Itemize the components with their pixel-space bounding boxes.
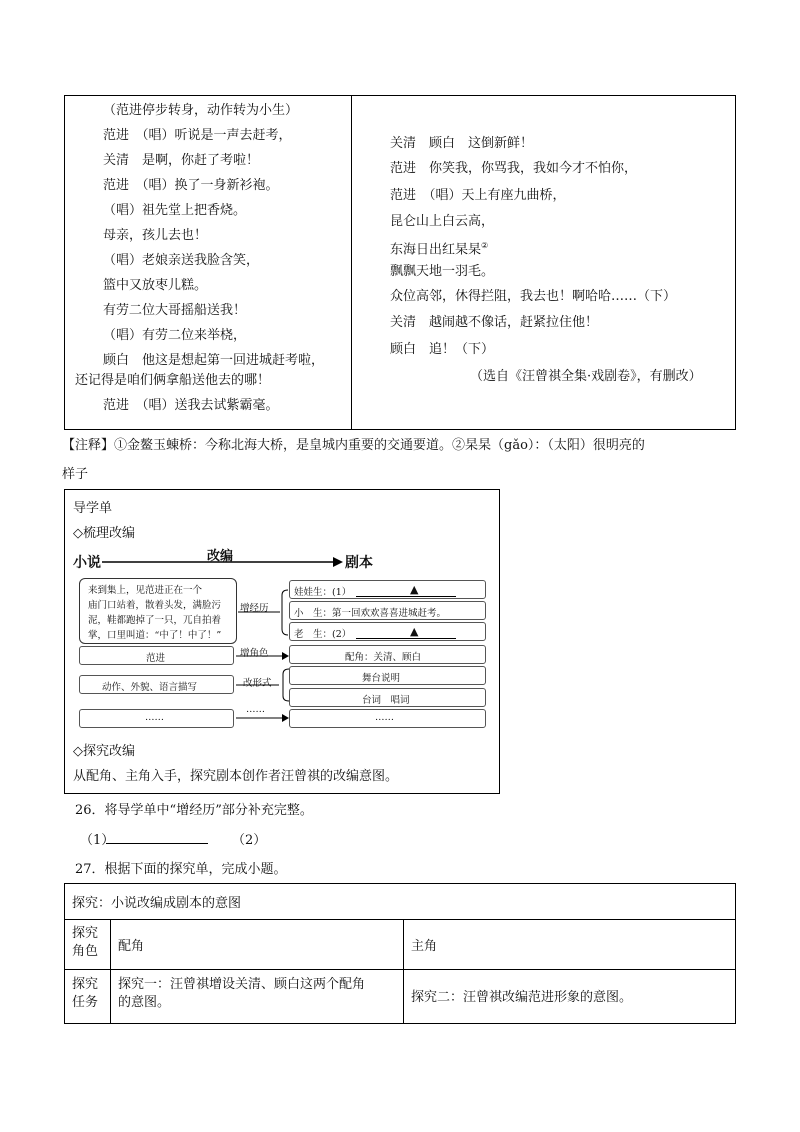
script-line: 昆仑山上白云高， — [390, 214, 495, 229]
section-heading-adapt: ◇梳理改编 — [73, 526, 135, 541]
ellipsis-text: …… — [246, 704, 265, 715]
script-line: 范进 （唱）送我去试紫霸毫。 — [103, 398, 279, 413]
question-26: 26．将导学单中“增经历”部分补充完整。 — [75, 803, 313, 818]
add-role-label: 增角色 — [240, 648, 269, 659]
guide-instruction: 从配角、主角入手，探究剧本创作者汪曾祺的改编意图。 — [73, 769, 399, 784]
task-one-line: 的意图。 — [118, 995, 171, 1010]
script-line: 众位高邻，休得拦阻，我去也！啊哈哈……（下） — [390, 289, 677, 304]
triangle-marker: ▲ — [410, 625, 419, 638]
question-27: 27．根据下面的探究单，完成小题。 — [75, 862, 287, 877]
script-line — [390, 238, 488, 258]
excerpt-line: 庙门口站着，散着头发，满脸污 — [88, 600, 222, 611]
ellipsis-text: …… — [375, 712, 394, 723]
supporting-role-label: 配角：关清、顾白 — [345, 652, 422, 663]
table-rule — [64, 969, 736, 970]
script-line: （范进停步转身，动作转为小生） — [103, 103, 299, 118]
excerpt-line: 来到集上，见范进正在一个 — [88, 585, 203, 596]
more-box-left — [79, 709, 234, 728]
script-table-divider — [351, 95, 352, 430]
answer-blank-1[interactable] — [106, 843, 208, 844]
script-line: （唱）祖先堂上把香烧。 — [103, 203, 247, 218]
novel-excerpt-box — [79, 578, 237, 644]
more-box-right — [289, 709, 486, 728]
stage-box-young — [289, 601, 486, 620]
stage-direction-label: 舞台说明 — [362, 673, 401, 684]
description-box — [79, 675, 234, 694]
dialogue-box — [289, 688, 486, 707]
script-line: 关清 顾白 这倒新鲜！ — [390, 136, 534, 151]
stage-direction-box — [289, 666, 486, 685]
ellipsis-text: …… — [145, 712, 164, 723]
task-label-line: 任务 — [72, 995, 99, 1010]
script-line: 还记得是咱们俩拿船送他去的哪！ — [75, 373, 271, 388]
stage-label: 娃娃生：(1） — [294, 587, 352, 598]
description-label: 动作、外貌、语言描写 — [102, 682, 198, 693]
change-form-label: 改形式 — [243, 678, 272, 689]
table-rule — [403, 919, 404, 1024]
dialogue-label: 台词 唱词 — [362, 695, 410, 706]
task-row-label — [72, 976, 98, 1012]
supporting-role-box — [289, 645, 486, 664]
stage-box-child — [289, 580, 486, 599]
play-label: 剧本 — [345, 555, 373, 571]
script-line: 顾白 追！（下） — [390, 342, 495, 357]
fanjin-label: 范进 — [146, 653, 166, 664]
footnote-marker: ② — [481, 241, 489, 250]
annotation-note: 【注释】①金鳌玉蝀桥：今称北海大桥，是皇城内重要的交通要道。②杲杲（gǎo）：（太阳）很明亮的 — [62, 438, 645, 453]
form-connector — [234, 664, 294, 706]
script-line-text: 东海日出红杲杲 — [390, 242, 482, 258]
annotation-note-cont: 样子 — [62, 467, 89, 482]
triangle-marker: ▲ — [410, 583, 419, 596]
task-two: 探究二：汪曾祺改编范进形象的意图。 — [411, 990, 633, 1005]
main-role-header: 主角 — [411, 939, 438, 954]
excerpt-line: 掌，口里叫道：“中了！中了！” — [88, 630, 222, 641]
fanjin-box — [79, 646, 234, 665]
script-line: 范进 你笑我，你骂我，我如今才不怕你， — [390, 161, 638, 176]
jingli-label: 增经历 — [240, 603, 269, 614]
blank-2-label: （2） — [232, 833, 267, 848]
explore-title: 探究：小说改编成剧本的意图 — [72, 896, 242, 911]
table-rule — [64, 919, 736, 920]
adapt-label: 改编 — [207, 549, 234, 564]
excerpt-line: 泥，鞋都跑掉了一只，兀自拍着 — [88, 615, 222, 626]
blank-line — [356, 638, 456, 639]
stage-label: 小 生：第一回欢欢喜喜进城赶考。 — [294, 608, 447, 619]
task-one — [118, 976, 365, 1012]
script-line: 有劳二位大哥摇船送我！ — [103, 303, 247, 318]
stage-label: 老 生：(2） — [294, 629, 352, 640]
script-line: 母亲，孩儿去也！ — [103, 228, 208, 243]
blank-line — [356, 596, 456, 597]
role-arrow — [234, 650, 292, 662]
blank-1-label: （1） — [80, 833, 115, 848]
script-line: 篮中又放枣儿糕。 — [103, 278, 208, 293]
novel-label: 小说 — [73, 555, 101, 571]
section-heading-explore: ◇探究改编 — [73, 744, 135, 759]
script-line: 范进 （唱）换了一身新衫袍。 — [103, 178, 279, 193]
script-line: 顾白 他这是想起第一回进城赶考啦， — [103, 353, 325, 368]
role-row-label — [72, 925, 98, 961]
script-line: （唱）有劳二位来举桡， — [103, 328, 247, 343]
script-line: 关清 越闹越不像话，赶紧拉住他！ — [390, 315, 599, 330]
supporting-role-header: 配角 — [118, 939, 145, 954]
task-label-line: 探究 — [72, 977, 99, 992]
table-rule — [110, 919, 111, 1024]
script-line: 飘飘天地一羽毛。 — [390, 264, 495, 279]
role-label-line: 角色 — [72, 944, 99, 959]
script-line: 关清 是啊，你赶了考啦！ — [103, 153, 260, 168]
more-arrow — [234, 712, 292, 724]
script-line: （唱）老娘亲送我脸含笑， — [103, 253, 260, 268]
task-one-line: 探究一：汪曾祺增设关清、顾白这两个配角 — [118, 977, 366, 992]
source-citation: （选自《汪曾祺全集·戏剧卷》，有删改） — [470, 369, 702, 384]
adapt-arrow — [100, 555, 345, 569]
role-label-line: 探究 — [72, 926, 99, 941]
script-line: 范进 （唱）天上有座九曲桥， — [390, 188, 566, 203]
script-line: 范进 （唱）听说是一声去赶考， — [103, 128, 292, 143]
guide-title: 导学单 — [73, 501, 113, 516]
stage-box-old — [289, 622, 486, 641]
jingli-connector — [236, 585, 291, 640]
